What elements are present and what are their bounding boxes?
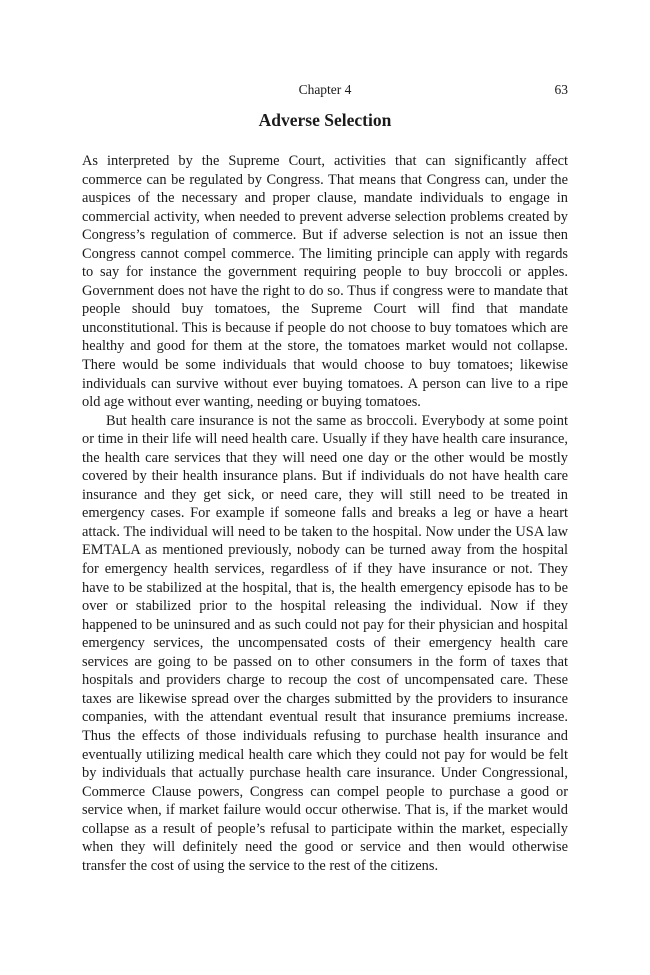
running-header (82, 82, 568, 100)
section-title: Adverse Selection (258, 110, 392, 130)
page-number: 63 (554, 82, 568, 97)
paragraph: As interpreted by the Supreme Court, activities that can significantly affect commerce can be regulated by Congress. That means that Congress can, under the auspices of the necessary and proper clause, mandate individuals to engage in commercial activity, when needed to prevent adverse selection problems created by Congress’s regulation of commerce. But if adverse selection is not an issue then Congress cannot compel commerce. The limiting principle can apply with regards to say for instance the government requiring people to buy broccoli or apples. Government does not have the right to do so. Thus if congress were to mandate that people should buy tomatoes, the Supreme Court will find that mandate unconstitutional. This is because if people do not choose to buy tomatoes which are healthy and good for them at the store, the tomatoes market would not collapse. There would be some individuals that would choose to buy tomatoes; likewise individuals can survive without ever buying tomatoes. A person can live to a ripe old age without ever wanting, needing or buying tomatoes. (82, 153, 568, 411)
chapter-label: Chapter 4 (298, 82, 352, 97)
paragraph: But health care insurance is not the same as broccoli. Everybody at some point or time in their life will need health care. Usually if they have health care insurance, the health care services that they will need one day or the other would be mostly covered by their health insurance plans. But if individuals do not have health care insurance and they get sick, or need care, they will still need to be treated in emergency cases. For example if someone falls and breaks a leg or have a heart attack. The individual will need to be taken to the hospital. Now under the USA law EMTALA as mentioned previously, nobody can be turned away from the hospital for emergency health services, regardless of if they have insurance or not. They have to be stabilized at the hospital, that is, the health emergency episode has to be over or stabilized prior to the hospital releasing the individual. Now if they happened to be uninsured and as such could not pay for their physician and hospital emergency services, the uncompensated costs of their emergency health care services are going to be passed on to other consumers in the form of taxes that hospitals and providers charge to recoup the cost of uncompensated care. These taxes are likewise spread over the charges submitted by the providers to insurance companies, with the attendant eventual result that insurance premiums increase. Thus the effects of those individuals refusing to purchase health insurance and eventually utilizing medical health care which they could not pay for would be felt by individuals that actually purchase health care insurance. Under Congressional, Commerce Clause powers, Congress can compel people to purchase a good or service when, if market failure would occur otherwise. That is, if the market would collapse as a result of people’s refusal to participate within the market, especially when they will definitely need the good or service and then would otherwise transfer the cost of using the service to the rest of the citizens. (82, 412, 568, 874)
body-text (82, 152, 568, 875)
